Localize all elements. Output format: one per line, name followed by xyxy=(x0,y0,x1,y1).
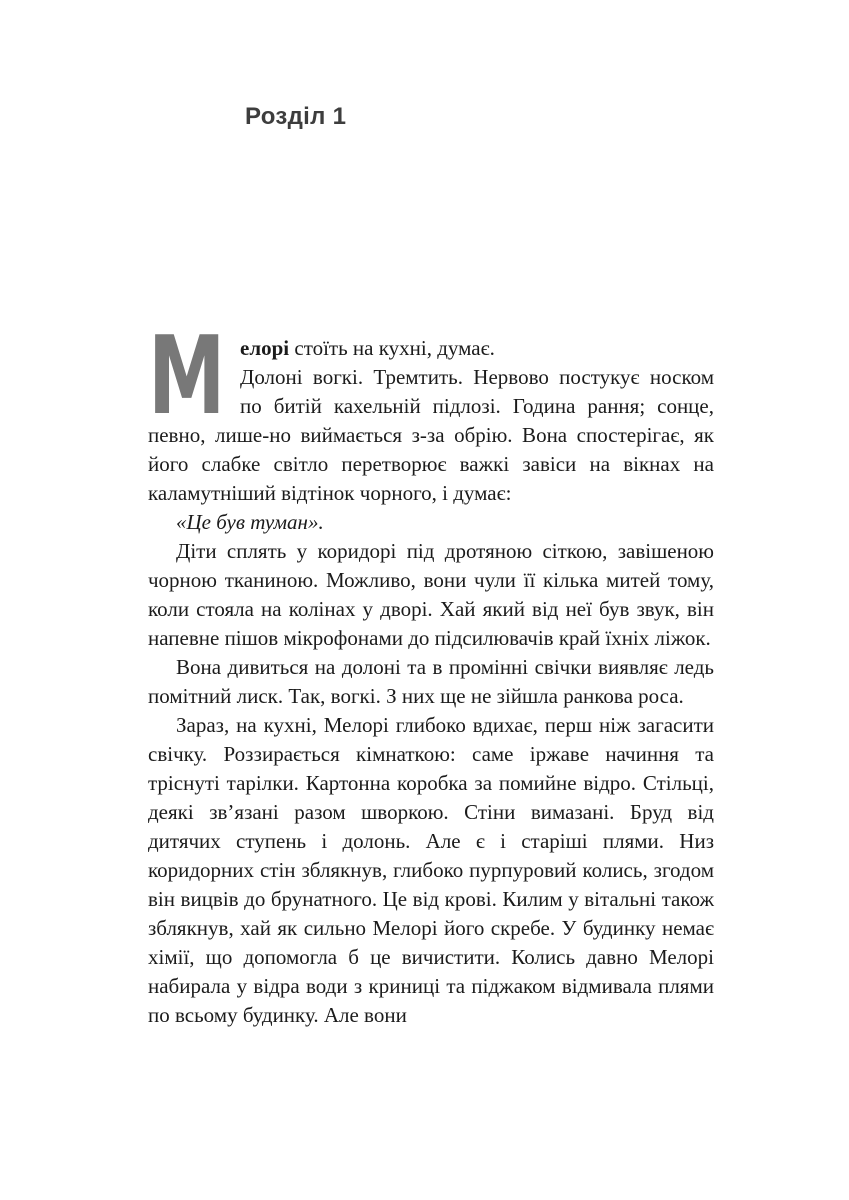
opening-continuation: Долоні вогкі. Тремтить. Нервово постукує носком по битій кахельній підлозі. Година рання; сонце, певно, лише-но виймається з-за обрію. Вона спостерігає, як його слабке світло перетворює важкі завіси на вікнах на каламутніший відтінок чорного, і думає: xyxy=(148,365,714,505)
paragraph-kitchen: Зараз, на кухні, Мелорі глибоко вдихає, перш ніж загасити свічку. Роззирається кімнаткою: саме іржаве начиння та тріснуті тарілки. Картонна коробка за помийне відро. Стільці, деякі зв’язані разом шворкою. Стіни вимазані. Бруд від дитячих ступень і долонь. Але є і старіші плями. Низ коридорних стін зблякнув, глибоко пурпуровий колись, згодом він вицвів до брунатного. Це від крові. Килим у вітальні також зблякнув, хай як сильно Мелорі його скребе. У будинку немає хімії, що допомогла б це вичистити. Колись давно Мелорі набирала у відра води з криниці та піджаком відмивала плями по всьому будинку. Але вони xyxy=(148,713,714,1027)
paragraph-opening xyxy=(148,314,714,508)
opening-bold-lead: елорі xyxy=(240,336,290,360)
chapter-title: Розділ 1 xyxy=(245,103,347,130)
opening-first-line: стоїть на кухні, думає. xyxy=(289,336,495,360)
text-block xyxy=(148,314,714,1030)
paragraph-palms: Вона дивиться на долоні та в промінні свічки виявляє ледь помітний лиск. Так, вогкі. З них ще не зійшла ранкова роса. xyxy=(148,655,714,708)
paragraph-children: Діти сплять у коридорі під дротяною сіткою, завішеною чорною тканиною. Можливо, вони чули її кілька митей тому, коли стояла на колінах у дворі. Хай який від неї був звук, він напевне пішов мікрофонами до підсилювачів край їхніх ліжок. xyxy=(148,539,714,650)
paragraph-quote: «Це був туман». xyxy=(176,510,324,534)
drop-cap-letter: М xyxy=(148,314,226,439)
drop-cap xyxy=(148,314,226,439)
